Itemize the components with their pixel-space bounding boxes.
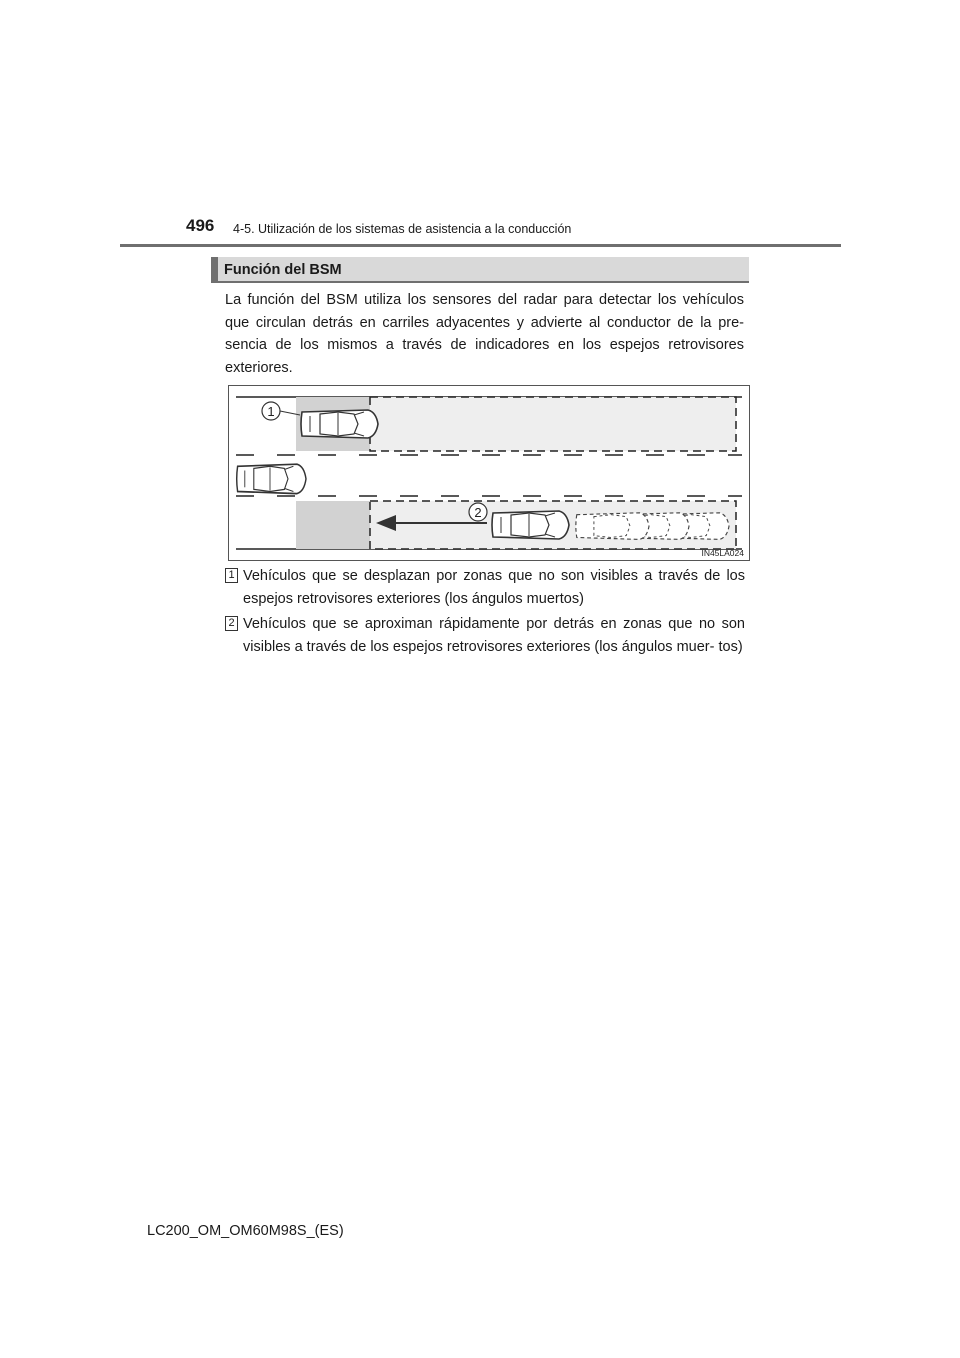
callout-1: 1 — [267, 404, 275, 419]
legend-item-2 — [225, 613, 745, 658]
own-vehicle — [237, 464, 306, 493]
bsm-diagram — [228, 385, 750, 561]
figure-code: IN45LA024 — [701, 548, 744, 558]
subsection-title: Función del BSM — [224, 262, 342, 278]
ghost-car-1 — [576, 513, 649, 540]
header-rule — [120, 244, 841, 247]
legend-badge-1: 1 — [225, 568, 238, 583]
legend-item-1 — [225, 565, 745, 610]
car-blind-spot — [301, 410, 378, 438]
legend-text-2: Vehículos que se aproximan rápidamente por detrás en zonas que no son visibles a través de los espejos retrovisores exteriores (los ángulos muer- tos) — [243, 616, 745, 655]
legend-badge-2: 2 — [225, 616, 238, 631]
legend-text-1: Vehículos que se desplazan por zonas que no son visibles a través de los espejos retrovisores exteriores (los ángulos muertos) — [243, 568, 745, 607]
section-header: 4-5. Utilización de los sistemas de asistencia a la conducción — [233, 222, 572, 236]
subsection-accent — [211, 257, 218, 281]
intro-paragraph: La función del BSM utiliza los sensores del radar para detectar los vehículos que circulan detrás en carriles adyacentes y advierte al conductor de la pre- sencia de los mismos a través de indicadores en los espejos retrovisores exteriores. — [225, 292, 744, 376]
detection-zone-upper — [370, 397, 736, 451]
document-code: LC200_OM_OM60M98S_(ES) — [147, 1223, 344, 1239]
callout-2: 2 — [474, 505, 482, 520]
page-number: 496 — [186, 216, 215, 235]
blind-spot-zone-lower — [296, 501, 370, 549]
approaching-car — [492, 511, 569, 539]
